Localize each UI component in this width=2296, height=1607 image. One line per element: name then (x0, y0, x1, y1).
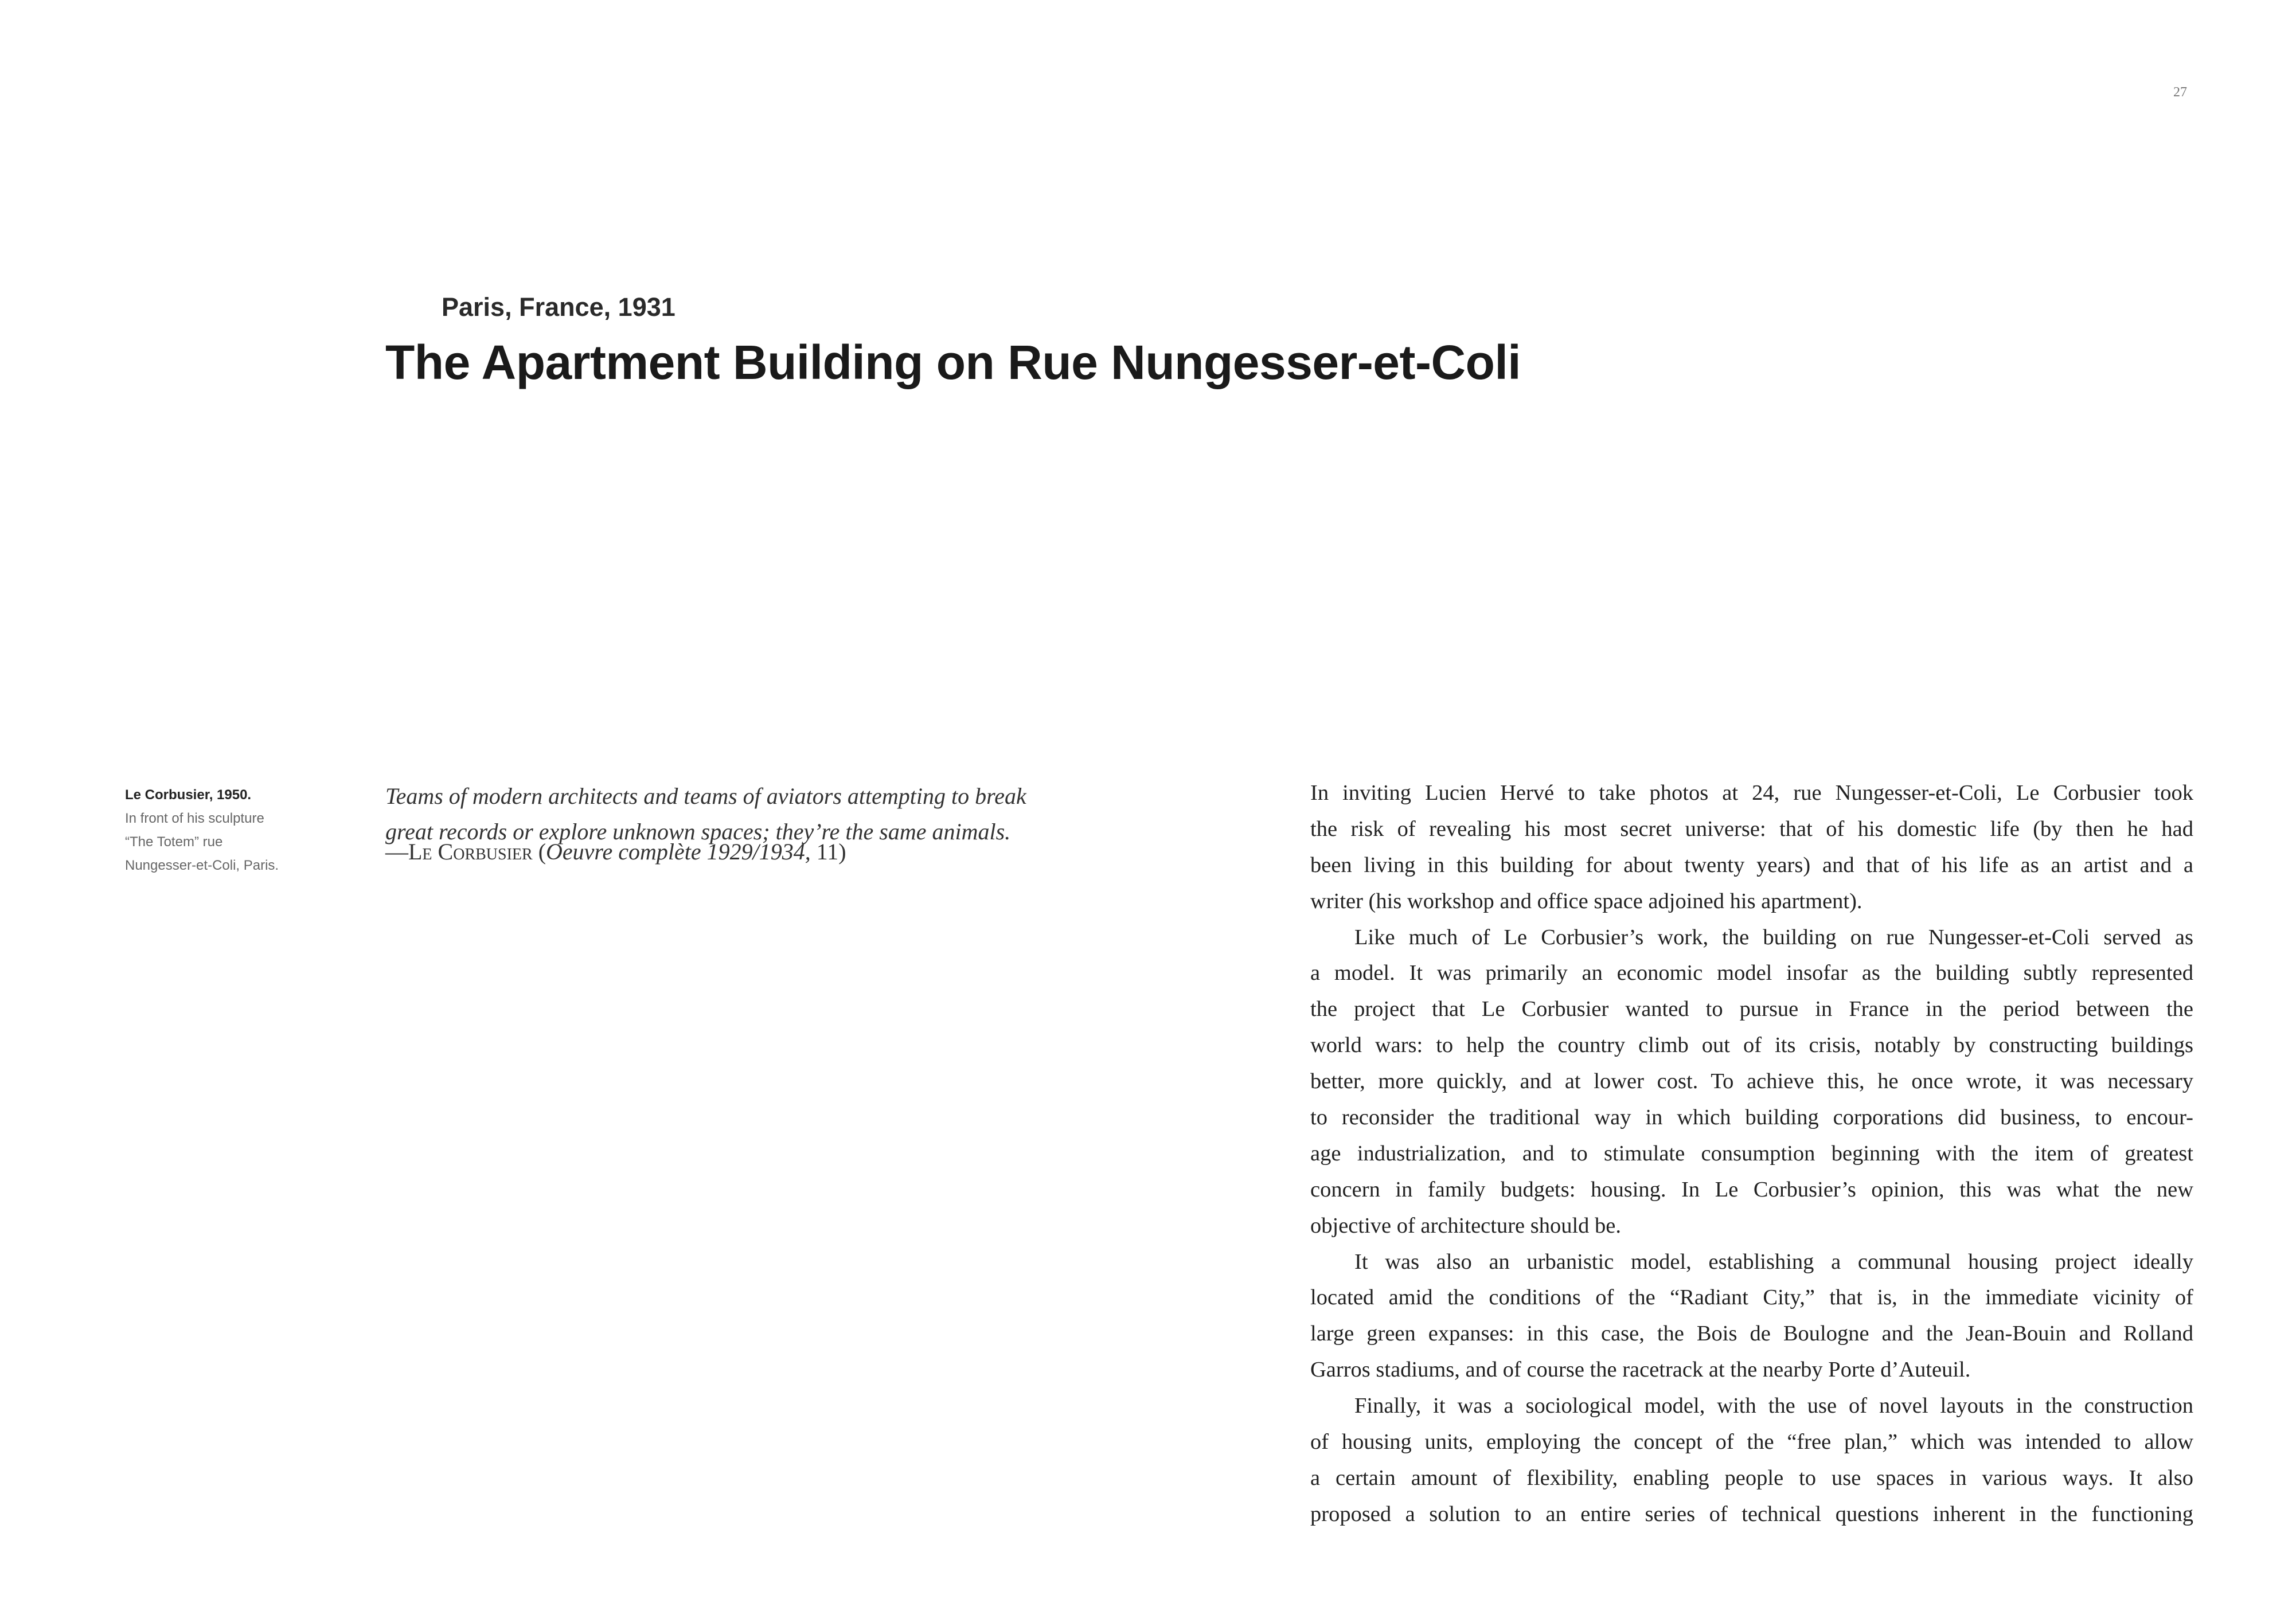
body-line: the project that Le Corbusier wanted to pursue in France in the period between the (1310, 997, 2193, 1022)
epigraph-line: Teams of modern architects and teams of aviators attempting to break (385, 783, 1026, 809)
body-line: objective of architecture should be. (1310, 1213, 1621, 1238)
body-line: proposed a solution to an entire series of technical questions inherent in the functioning (1310, 1502, 2193, 1526)
body-line: concern in family budgets: housing. In Le Corbusier’s opinion, this was what the new (1310, 1177, 2193, 1202)
body-line: large green expanses: in this case, the Bois de Boulogne and the Jean-Bouin and Rolland (1310, 1321, 2193, 1346)
attribution-open-paren: ( (532, 839, 546, 865)
epigraph-line: great records or explore unknown spaces; they’re the same animals. (385, 819, 1011, 844)
body-line: a certain amount of flexibility, enabling people to use spaces in various ways. It also (1310, 1465, 2193, 1490)
body-line: Garros stadiums, and of course the racetrack at the nearby Porte d’Auteuil. (1310, 1358, 1971, 1382)
body-line: world wars: to help the country climb out of its crisis, notably by constructing buildings (1310, 1033, 2193, 1058)
body-line: located amid the conditions of the “Radiant City,” that is, in the immediate vicinity of (1310, 1285, 2193, 1310)
body-line: been living in this building for about twenty years) and that of his life as an artist and a (1310, 853, 2193, 877)
body-paragraph (1310, 1388, 2193, 1532)
caption-title: Le Corbusier, 1950. (125, 787, 252, 803)
body-paragraph (1310, 920, 2193, 1244)
attribution-author: Le Corbusier (408, 839, 533, 865)
body-line: writer (his workshop and office space adjoined his apartment). (1310, 889, 1862, 913)
body-line: the risk of revealing his most secret universe: that of his domestic life (by then he had (1310, 816, 2193, 841)
body-paragraph (1310, 1244, 2193, 1389)
page-number: 27 (2173, 85, 2187, 100)
attribution-page: 11) (810, 839, 846, 865)
chapter-location-date: Paris, France, 1931 (442, 292, 675, 322)
body-line: a model. It was primarily an economic model insofar as the building subtly represented (1310, 961, 2193, 986)
caption-line: Nungesser-et-Coli, Paris. (125, 858, 279, 873)
body-paragraph (1310, 775, 2193, 920)
body-line: Like much of Le Corbusier’s work, the building on rue Nungesser-et-Coli served as (1354, 925, 2193, 949)
body-line: of housing units, employing the concept of the “free plan,” which was intended to allow (1310, 1430, 2193, 1454)
body-line: In inviting Lucien Hervé to take photos at 24, rue Nungesser-et-Coli, Le Corbusier took (1310, 781, 2193, 805)
body-line: better, more quickly, and at lower cost. To achieve this, he once wrote, it was necessary (1310, 1069, 2193, 1094)
attribution-source: Oeuvre complète 1929/1934, (546, 839, 811, 865)
epigraph-attribution (385, 838, 846, 865)
body-text (1310, 775, 2193, 1532)
attribution-dash: — (385, 839, 408, 865)
body-line: It was also an urbanistic model, establishing a communal housing project ideally (1354, 1249, 2193, 1274)
caption-line: In front of his sculpture (125, 811, 264, 826)
photo-caption (125, 783, 331, 877)
caption-line: “The Totem” rue (125, 834, 223, 850)
body-line: age industrialization, and to stimulate consumption beginning with the item of greatest (1310, 1141, 2193, 1166)
body-line: to reconsider the traditional way in which building corporations did business, to encour- (1310, 1105, 2193, 1130)
chapter-title: The Apartment Building on Rue Nungesser-et-Coli (385, 335, 1521, 389)
body-line: Finally, it was a sociological model, with the use of novel layouts in the construction (1354, 1394, 2193, 1418)
